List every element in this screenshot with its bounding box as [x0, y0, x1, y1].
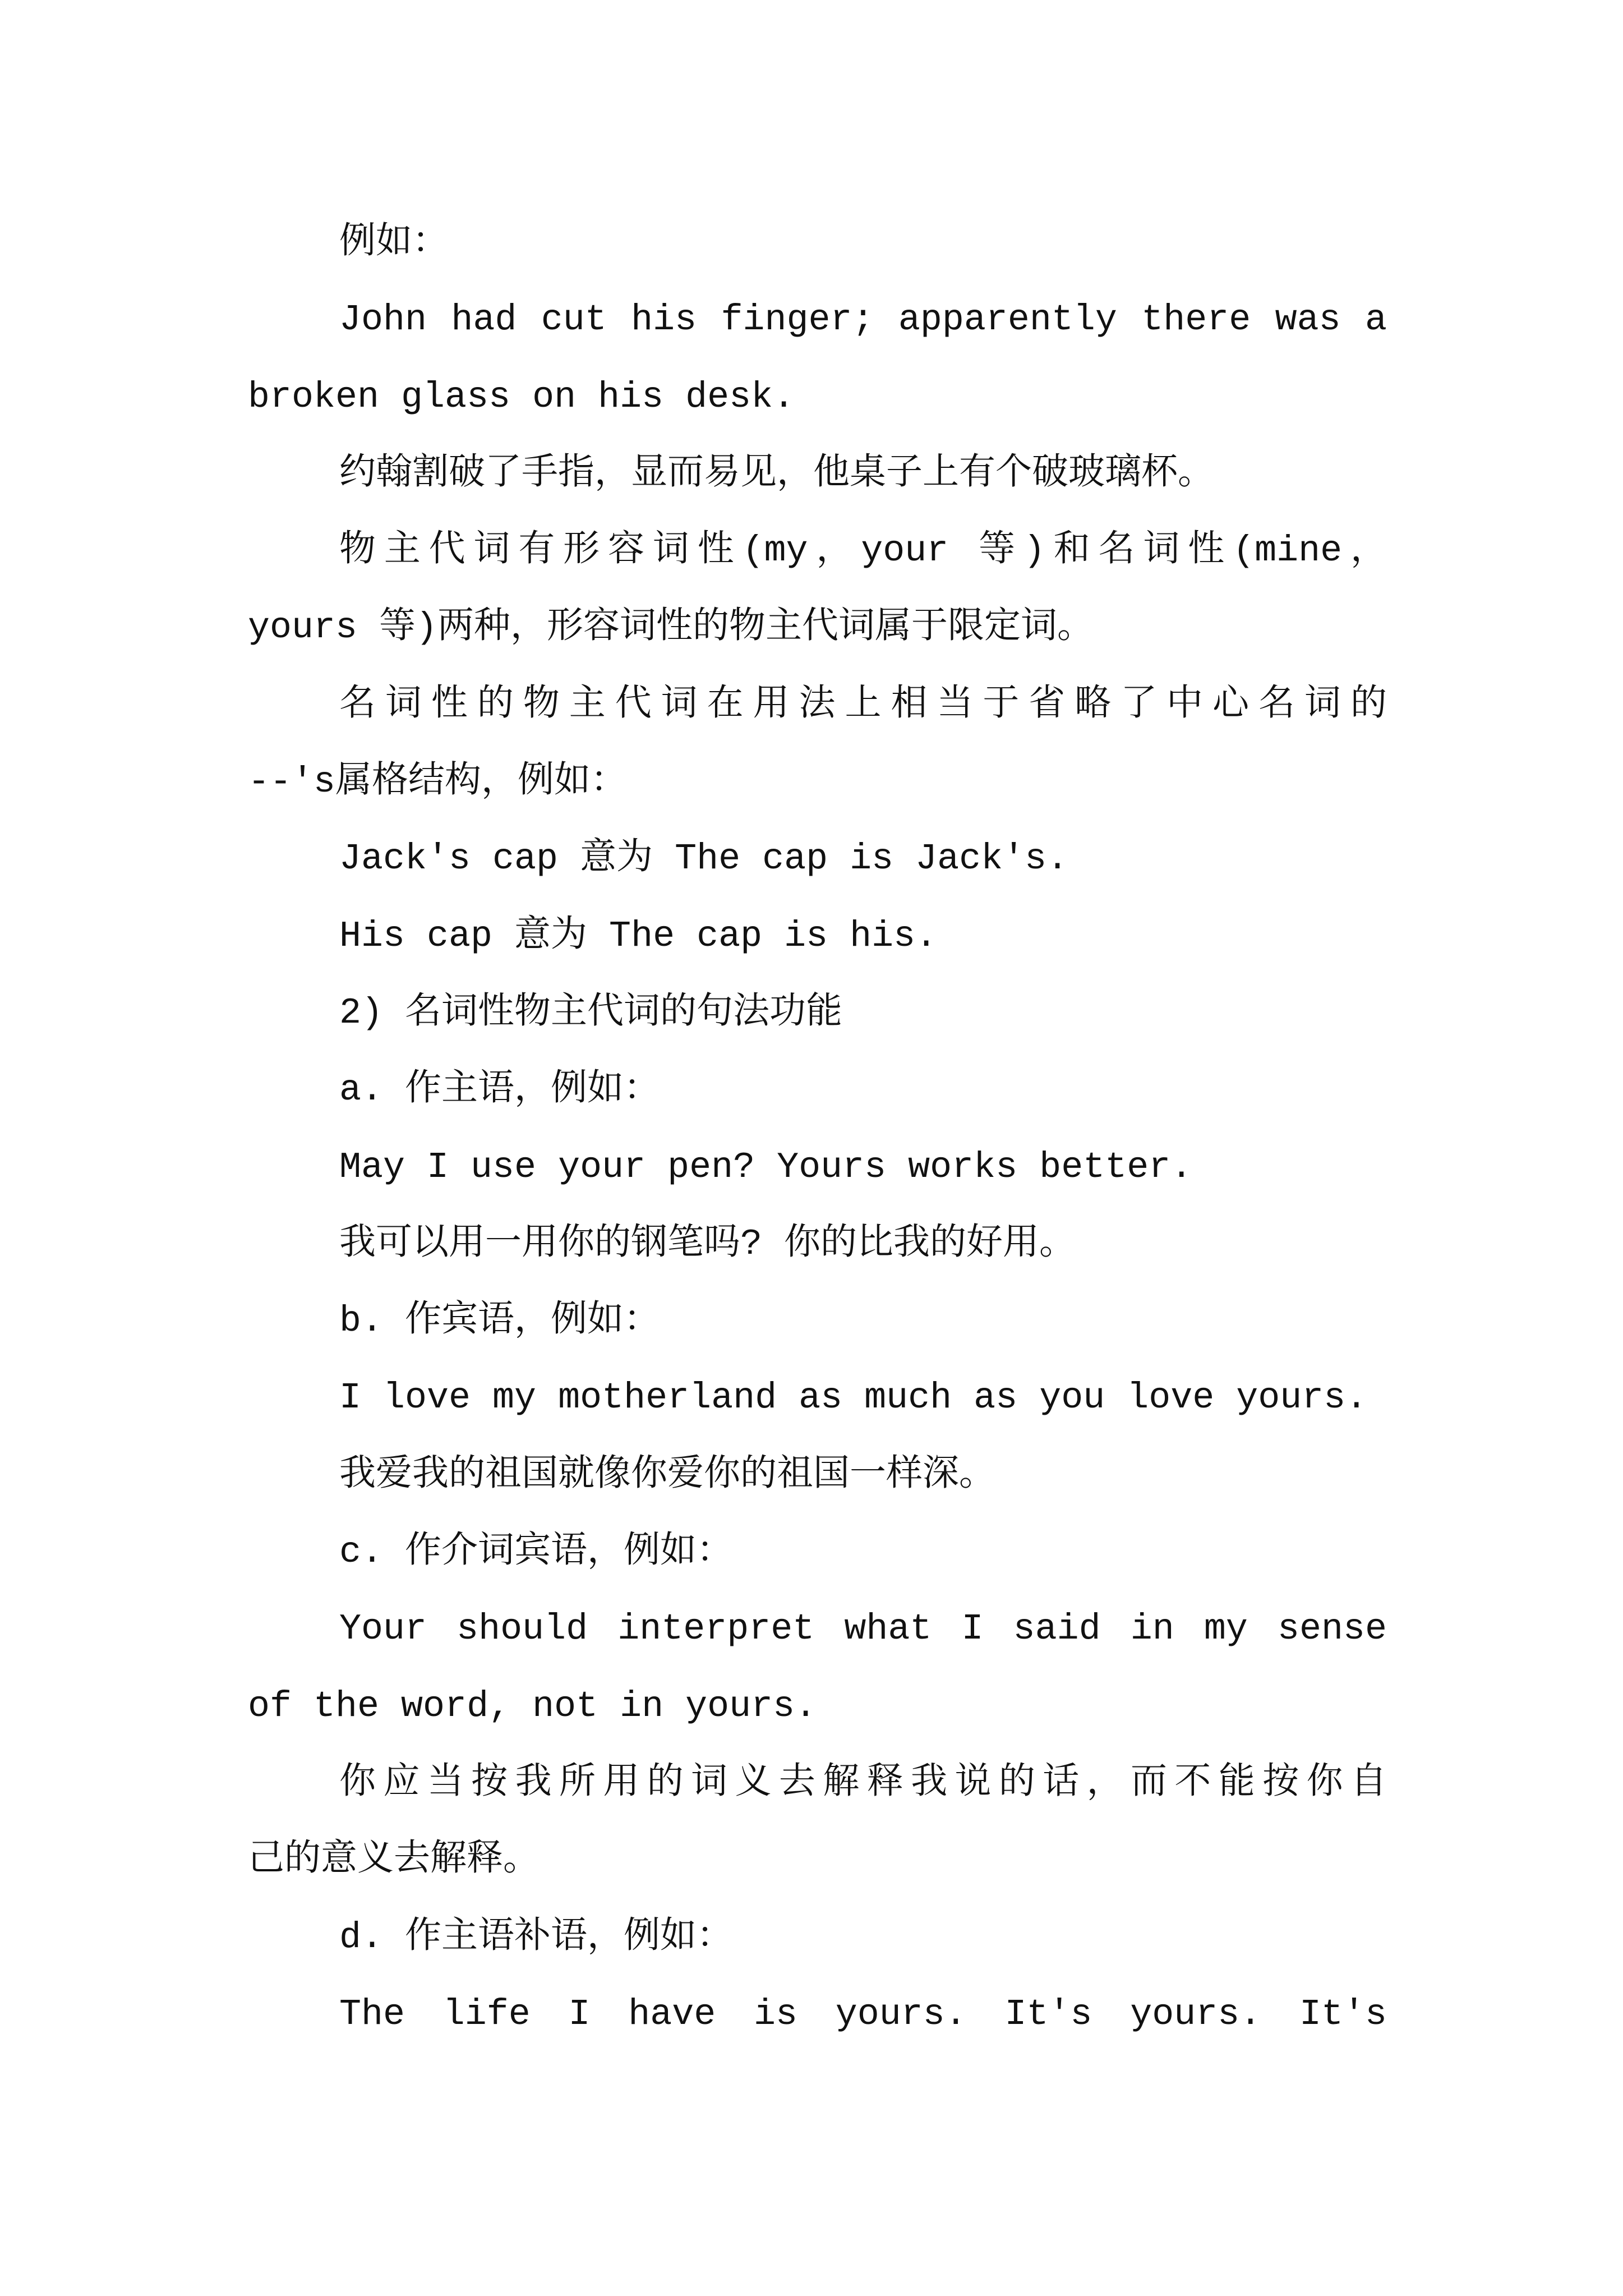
paragraph [0, 205, 1623, 282]
example-sentence: Your should interpret what I said in my sense [339, 1608, 1387, 1650]
paragraph [0, 1591, 1623, 1745]
paragraph [0, 667, 1623, 821]
paragraph-line: 约翰割破了手指，显而易见，他桌子上有个破玻璃杯。 [339, 453, 1215, 495]
example-translation: 我爱我的祖国就像你爱你的祖国一样深。 [339, 1454, 996, 1496]
paragraph [0, 898, 1623, 975]
paragraph [0, 282, 1623, 436]
example-translation: 你应当按我所用的词义去解释我说的话，而不能按你自 [339, 1762, 1387, 1804]
paragraph [0, 1206, 1623, 1283]
paragraph-line: John had cut his finger; apparently there was a [339, 299, 1387, 341]
paragraph [0, 436, 1623, 513]
subsection-heading: b. 作宾语，例如： [339, 1300, 661, 1342]
paragraph-line: 例如： [339, 222, 449, 264]
paragraph-line: --'s属格结构，例如： [248, 761, 628, 803]
paragraph [0, 1129, 1623, 1206]
paragraph [0, 1899, 1623, 1976]
example-sentence: of the word, not in yours. [248, 1685, 817, 1727]
subsection-heading: c. 作介词宾语，例如： [339, 1531, 734, 1573]
paragraph [0, 1976, 1623, 2053]
paragraph [0, 975, 1623, 1052]
example-sentence: May I use your pen? Yours works better. [339, 1146, 1193, 1188]
subsection-heading: d. 作主语补语，例如： [339, 1916, 734, 1958]
paragraph [0, 821, 1623, 898]
paragraph-line: yours 等)两种，形容词性的物主代词属于限定词。 [248, 607, 1094, 649]
example-sentence: The life I have is yours. It's yours. It's [339, 1993, 1387, 2035]
example-translation: 我可以用一用你的钢笔吗? 你的比我的好用。 [339, 1223, 1076, 1265]
paragraph [0, 513, 1623, 667]
paragraph [0, 1052, 1623, 1129]
paragraph [0, 1437, 1623, 1514]
paragraph [0, 1283, 1623, 1360]
paragraph-line: Jack's cap 意为 The cap is Jack's. [339, 838, 1069, 880]
subsection-heading: a. 作主语，例如： [339, 1069, 661, 1111]
paragraph-line: His cap 意为 The cap is his. [339, 915, 938, 957]
paragraph-line: 名词性的物主代词在用法上相当于省略了中心名词的 [339, 684, 1387, 726]
paragraph-line: 物主代词有形容词性(my，your 等)和名词性(mine， [339, 530, 1387, 572]
section-heading: 2) 名词性物主代词的句法功能 [339, 992, 843, 1034]
document-page [0, 205, 1623, 2053]
paragraph-line: broken glass on his desk. [248, 376, 795, 418]
example-translation: 己的意义去解释。 [248, 1839, 540, 1881]
example-sentence: I love my motherland as much as you love yours. [339, 1377, 1368, 1419]
paragraph [0, 1360, 1623, 1437]
paragraph [0, 1514, 1623, 1591]
paragraph [0, 1745, 1623, 1899]
